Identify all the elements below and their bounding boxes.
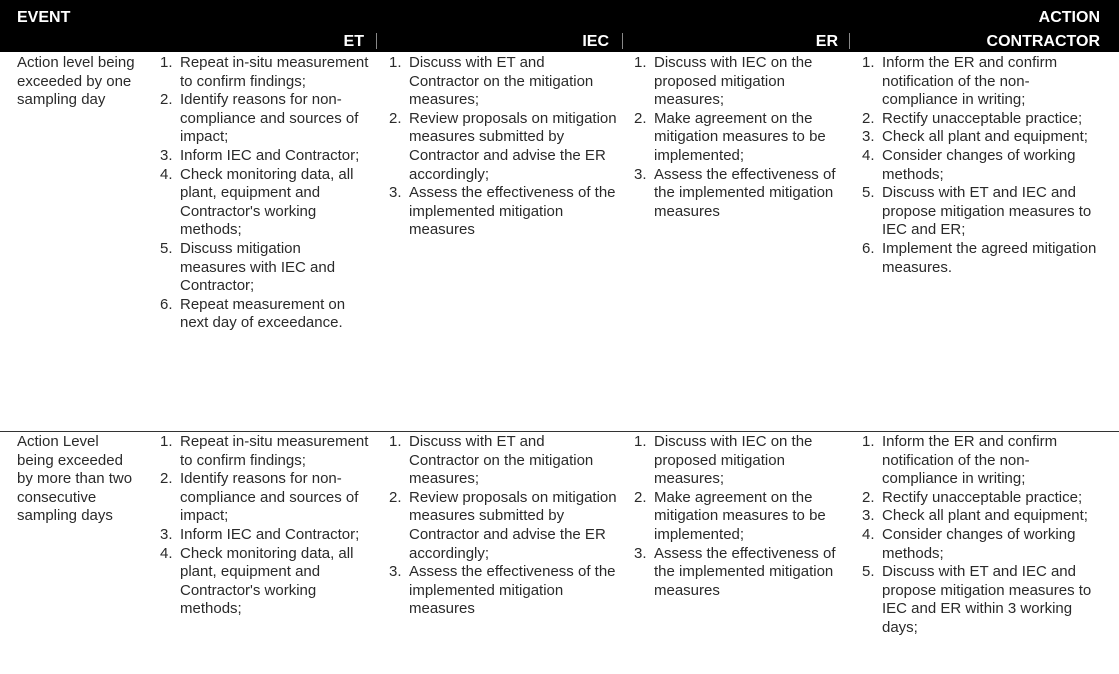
list-item xyxy=(862,240,1102,277)
list-item-number: 5. xyxy=(160,239,173,257)
list-item-number: 1. xyxy=(862,54,875,71)
list-item-number: 6. xyxy=(862,239,875,257)
list-item xyxy=(634,166,837,222)
er-actions-list xyxy=(634,433,837,600)
header-divider xyxy=(622,33,623,49)
list-item-text: Inform IEC and Contractor; xyxy=(180,525,360,543)
list-item xyxy=(160,296,370,333)
list-item-text: Rectify unacceptable practice; xyxy=(882,488,1083,506)
list-item-number: 3. xyxy=(389,184,402,202)
row-divider xyxy=(0,431,1119,432)
header-iec: IEC xyxy=(582,33,609,50)
list-item xyxy=(389,54,617,110)
list-item-text: Inform IEC and Contractor; xyxy=(180,146,360,164)
header-action: ACTION xyxy=(1038,9,1100,26)
list-item xyxy=(862,54,1102,110)
list-item-number: 2. xyxy=(862,488,875,506)
list-item-text: Discuss with ET and IEC and propose mitigation measures to IEC and ER; xyxy=(882,184,1092,239)
list-item-number: 6. xyxy=(160,295,173,313)
list-item-text: Repeat in-situ measurement to confirm findings; xyxy=(180,54,369,90)
et-actions-list xyxy=(160,433,370,619)
list-item xyxy=(862,526,1102,563)
list-item-text: Inform the ER and confirm notification of the non-compliance in writing; xyxy=(882,54,1058,109)
event-cell: Action level being exceeded by one sampling day xyxy=(17,54,135,109)
list-item xyxy=(160,91,370,147)
list-item-text: Make agreement on the mitigation measures to be implemented; xyxy=(654,109,826,164)
list-item-text: Assess the effectiveness of the implemented mitigation measures xyxy=(409,184,616,239)
list-item-number: 3. xyxy=(160,146,173,164)
list-item-number: 2. xyxy=(389,488,402,506)
list-item xyxy=(862,433,1102,489)
iec-actions-list xyxy=(389,54,617,240)
list-item xyxy=(862,128,1102,147)
list-item-number: 2. xyxy=(160,91,173,109)
list-item xyxy=(862,110,1102,129)
list-item xyxy=(634,54,837,110)
list-item-number: 2. xyxy=(862,109,875,127)
list-item xyxy=(862,489,1102,508)
list-item-number: 5. xyxy=(862,184,875,202)
list-item-number: 3. xyxy=(634,165,647,183)
list-item xyxy=(634,489,837,545)
list-item xyxy=(389,110,617,184)
list-item-text: Discuss mitigation measures with IEC and Contractor; xyxy=(180,239,336,295)
list-item xyxy=(634,433,837,489)
list-item-text: Inform the ER and confirm notification of the non-compliance in writing; xyxy=(882,433,1058,488)
list-item-number: 2. xyxy=(160,470,173,488)
list-item-text: Consider changes of working methods; xyxy=(882,525,1076,562)
header-er: ER xyxy=(815,33,838,50)
list-item-number: 3. xyxy=(634,544,647,562)
list-item-text: Assess the effectiveness of the implemented mitigation measures xyxy=(654,544,836,599)
list-item-number: 1. xyxy=(634,433,647,450)
list-item-number: 2. xyxy=(389,109,402,127)
table-header xyxy=(0,0,1119,52)
list-item-number: 5. xyxy=(862,563,875,581)
list-item-number: 1. xyxy=(634,54,647,71)
list-item xyxy=(160,545,370,619)
list-item-text: Check monitoring data, all plant, equipment and Contractor's working methods; xyxy=(180,165,354,239)
list-item-number: 3. xyxy=(389,563,402,581)
list-item-text: Check all plant and equipment; xyxy=(882,507,1088,525)
list-item-text: Assess the effectiveness of the implemented mitigation measures xyxy=(654,165,836,220)
list-item-number: 1. xyxy=(862,433,875,450)
list-item-text: Repeat in-situ measurement to confirm findings; xyxy=(180,433,369,469)
list-item-number: 3. xyxy=(862,128,875,146)
list-item xyxy=(634,545,837,601)
list-item-number: 2. xyxy=(634,488,647,506)
list-item-text: Discuss with ET and IEC and propose mitigation measures to IEC and ER within 3 working days; xyxy=(882,563,1092,636)
list-item-text: Discuss with IEC on the proposed mitigation measures; xyxy=(654,54,813,109)
list-item-text: Review proposals on mitigation measures submitted by Contractor and advise the ER accordingly; xyxy=(409,488,617,562)
list-item xyxy=(160,240,370,296)
list-item xyxy=(160,470,370,526)
list-item-number: 4. xyxy=(862,146,875,164)
header-divider xyxy=(849,33,850,49)
list-item-text: Assess the effectiveness of the implemented mitigation measures xyxy=(409,563,616,618)
list-item xyxy=(389,489,617,563)
list-item-number: 4. xyxy=(862,525,875,543)
list-item-number: 1. xyxy=(389,433,402,450)
contractor-actions-list xyxy=(862,54,1102,277)
list-item-text: Check all plant and equipment; xyxy=(882,128,1088,146)
er-actions-list xyxy=(634,54,837,221)
list-item-text: Consider changes of working methods; xyxy=(882,146,1076,183)
list-item-number: 3. xyxy=(160,525,173,543)
list-item-text: Discuss with IEC on the proposed mitigation measures; xyxy=(654,433,813,488)
list-item xyxy=(389,433,617,489)
header-divider xyxy=(376,33,377,49)
list-item-text: Identify reasons for non-compliance and sources of impact; xyxy=(180,91,359,146)
list-item xyxy=(862,184,1102,240)
list-item xyxy=(634,110,837,166)
list-item-text: Implement the agreed mitigation measures. xyxy=(882,239,1097,276)
list-item-text: Discuss with ET and Contractor on the mitigation measures; xyxy=(409,433,594,488)
list-item-text: Discuss with ET and Contractor on the mitigation measures; xyxy=(409,54,594,109)
header-contractor: CONTRACTOR xyxy=(986,33,1100,50)
contractor-actions-list xyxy=(862,433,1102,638)
list-item xyxy=(389,184,617,240)
list-item xyxy=(160,166,370,240)
list-item-number: 4. xyxy=(160,165,173,183)
list-item-number: 1. xyxy=(160,54,173,71)
list-item xyxy=(862,563,1102,637)
iec-actions-list xyxy=(389,433,617,619)
list-item xyxy=(160,147,370,166)
list-item-text: Rectify unacceptable practice; xyxy=(882,109,1083,127)
header-et: ET xyxy=(343,33,364,50)
list-item-text: Check monitoring data, all plant, equipment and Contractor's working methods; xyxy=(180,544,354,618)
list-item xyxy=(160,54,370,91)
et-actions-list xyxy=(160,54,370,333)
list-item-text: Identify reasons for non-compliance and sources of impact; xyxy=(180,470,359,525)
list-item-text: Make agreement on the mitigation measures to be implemented; xyxy=(654,488,826,543)
list-item-number: 3. xyxy=(862,507,875,525)
list-item-number: 2. xyxy=(634,109,647,127)
list-item-number: 1. xyxy=(160,433,173,450)
list-item-text: Repeat measurement on next day of exceedance. xyxy=(180,295,346,332)
list-item-number: 1. xyxy=(389,54,402,71)
event-cell: Action Level being exceeded by more than two consecutive sampling days xyxy=(17,433,133,525)
header-event: EVENT xyxy=(17,9,71,26)
list-item xyxy=(160,526,370,545)
list-item-text: Review proposals on mitigation measures submitted by Contractor and advise the ER accordingly; xyxy=(409,109,617,183)
list-item xyxy=(862,147,1102,184)
list-item xyxy=(389,563,617,619)
list-item-number: 4. xyxy=(160,544,173,562)
list-item xyxy=(160,433,370,470)
list-item xyxy=(862,507,1102,526)
